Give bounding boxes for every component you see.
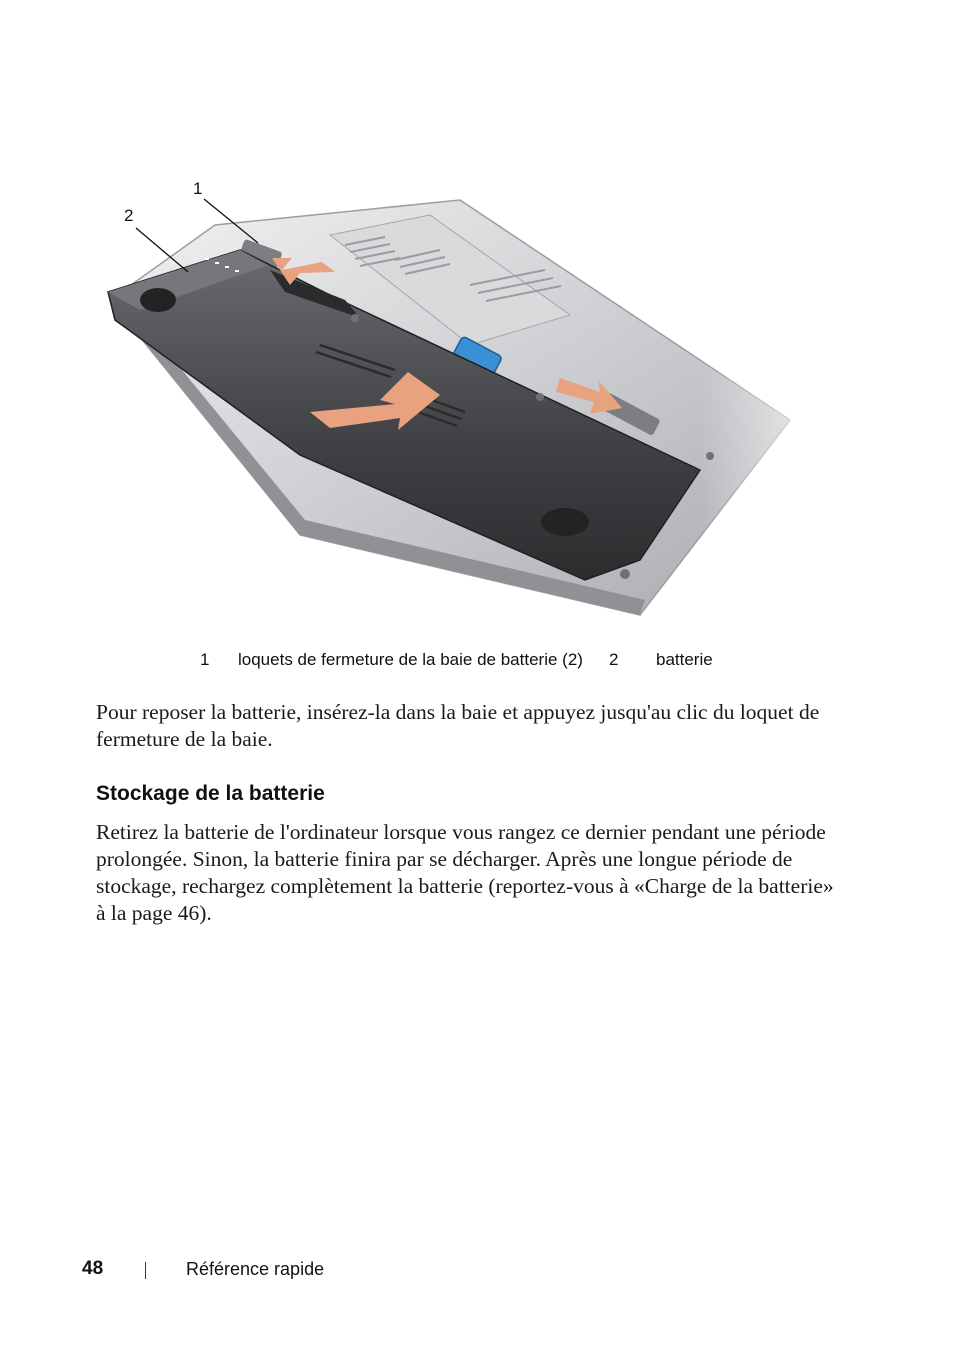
section-heading: Stockage de la batterie <box>96 782 325 805</box>
chassis-fade <box>700 160 860 640</box>
legend-text-1: loquets de fermeture de la baie de batterie (2) <box>238 650 583 669</box>
page-number: 48 <box>82 1258 104 1279</box>
paragraph-replace-battery: Pour reposer la batterie, insérez-la dans la baie et appuyez jusqu'au clic du loquet de fermeture de la baie. <box>96 700 820 751</box>
footer-title: Référence rapide <box>186 1259 325 1279</box>
legend-number-1: 1 <box>200 650 210 669</box>
legend-text-2: batterie <box>656 650 713 669</box>
callout-number-2: 2 <box>124 206 134 225</box>
callout-number-1: 1 <box>193 179 203 198</box>
page-footer <box>0 1258 954 1284</box>
legend-number-2: 2 <box>609 650 619 669</box>
paragraph-battery-storage: Retirez la batterie de l'ordinateur lorsque vous rangez ce dernier pendant une période prolongée. Sinon, la batterie finira par se décharger. Après une longue période de stockage, rechargez complètement la batterie (reportez-vous à «Charge de la batterie» à la page 46). <box>96 820 834 925</box>
battery-foot <box>541 508 589 536</box>
battery-removal-figure <box>0 0 954 640</box>
laptop-battery-illustration <box>0 0 954 640</box>
footer-divider <box>145 1262 146 1279</box>
battery-foot <box>140 288 176 312</box>
figure-legend <box>0 648 954 672</box>
